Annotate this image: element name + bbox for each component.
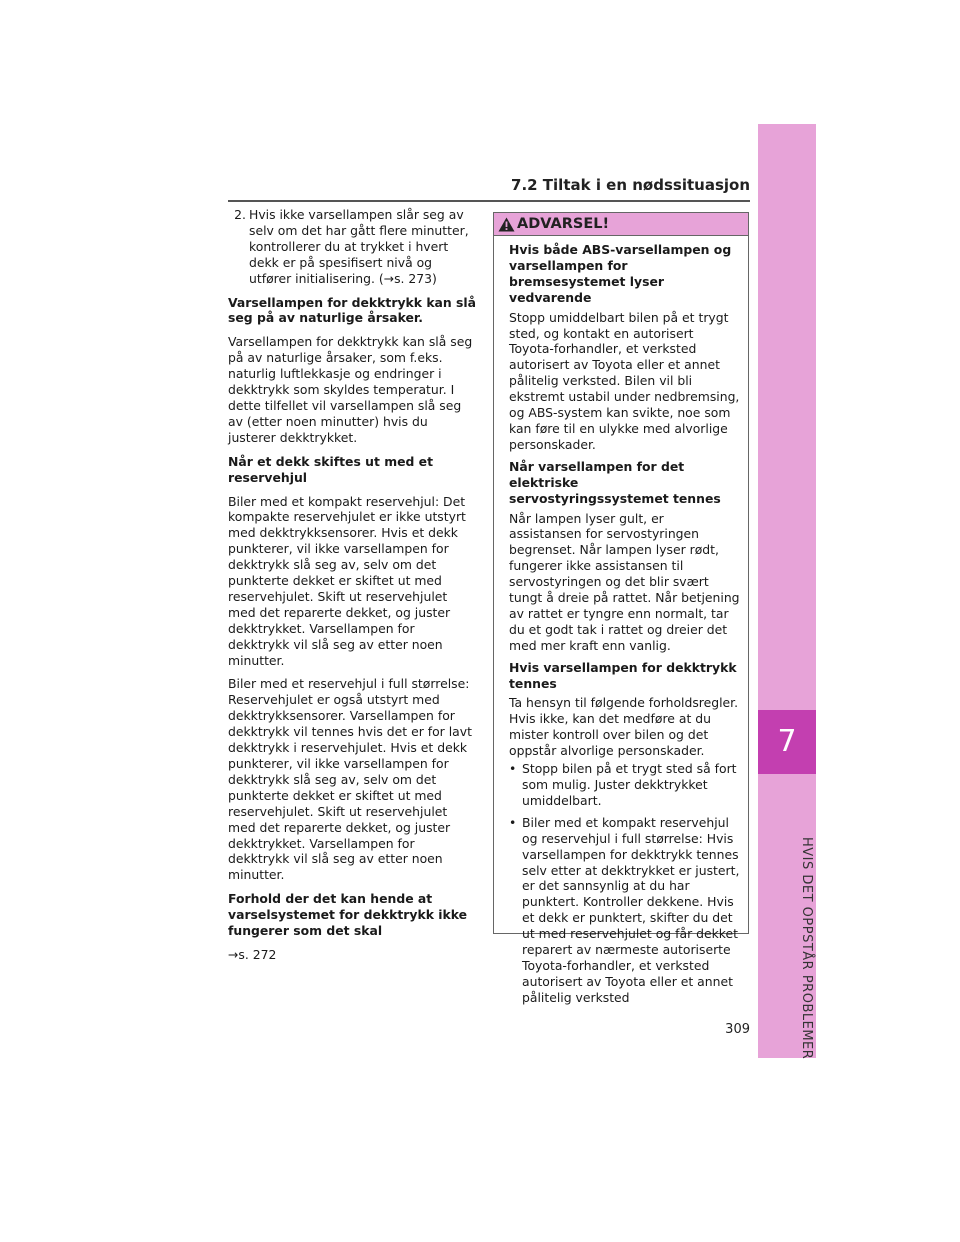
chapter-label: HVIS DET OPPSTÅR PROBLEMER — [799, 836, 814, 1060]
bullet-icon: • — [509, 814, 517, 830]
warning-heading-tire-pressure: Hvis varsellampen for dekktrykk tennes — [509, 659, 737, 691]
warning-header — [494, 213, 748, 236]
warning-paragraph-tire-pressure: Ta hensyn til følgende forholdsregler. Hvis ikke, kan det medføre at du mister kontroll over bilen og det oppstår alvorlige personskader. — [509, 695, 739, 759]
warning-box — [493, 212, 749, 1005]
heading-natural-causes: Varsellampen for dekktrykk kan slå seg på av naturlige årsaker. — [228, 294, 477, 326]
paragraph-natural-causes: Varsellampen for dekktrykk kan slå seg på av naturlige årsaker, som f.eks. naturlig luftlekkasje og endringer i dekktrykk som skyldes temperatur. I dette tilfellet vil varsellampen slå seg av (etter noen minutter) hvis du justerer dekktrykket. — [228, 334, 473, 445]
section-title: 7.2 Tiltak i en nødssituasjon — [511, 176, 750, 194]
list-item — [509, 815, 740, 1006]
heading-system-conditions: Forhold der det kan hende at varselsystemet for dekktrykk ikke fungerer som det skal — [228, 891, 468, 939]
bullet-text: Biler med et kompakt reservehjul og reservehjul i full størrelse: Hvis varsellampen for dekktrykk tennes selv etter at dekktrykket er justert, er det sannsynlig at du har punktert. Kontroller dekkene. Hvis et dekk er punktert, skifter du det ut med reservehjulet og får dekket reparert av nærmeste autoriserte Toyota-forhandler, et verksted autorisert av Toyota eller et annet pålitelig verksted — [522, 814, 740, 1005]
paragraph-full-size-spare: Biler med et reservehjul i full størrelse: Reservehjulet er også utstyrt med dekktrykksensorer. Varsellampen for dekktrykk vil tennes hvis det er for lavt dekktrykk i reservehjulet. Hvis et dekk punkterer, vil ikke varsellampen for dekktrykk slå seg av, selv om det punkterte dekket er skiftet ut med reservehjulet. Skift ut reservehjulet med det reparerte dekket, og juster dekktrykket. Varsellampen for dekktrykk vil slå seg av etter noen minutter. — [228, 676, 472, 883]
warning-paragraph-steering: Når lampen lyser gult, er assistansen for servostyringen begrenset. Når lampen lyser rødt, fungerer ikke assistansen til servostyringen og det blir svært tungt å dreie på rattet. Når betjening av rattet er tyngre enn normalt, tar du et godt tak i rattet og dreier det med mer kraft enn vanlig. — [509, 510, 740, 653]
step-number: 2. — [234, 207, 246, 222]
warning-heading-abs: Hvis både ABS-varsellampen og varsellampen for bremsesystemet lyser vedvarende — [509, 242, 732, 305]
page-number: 309 — [725, 1022, 750, 1037]
warning-title: ADVARSEL! — [517, 216, 610, 232]
chapter-side-tab — [758, 124, 816, 1058]
heading-spare-wheel: Når et dekk skiftes ut med et reservehjul — [228, 453, 434, 485]
bullet-text: Stopp bilen på et trygt sted så fort som mulig. Juster dekktrykket umiddelbart. — [522, 761, 737, 808]
warning-heading-steering: Når varsellampen for det elektriske servostyringssystemet tennes — [509, 458, 721, 506]
step-text: Hvis ikke varsellampen slår seg av selv om det har gått flere minutter, kontrollerer du at trykket i hvert dekk er på spesifisert nivå og utfører initialisering. (→s. 273) — [249, 207, 469, 286]
left-column — [228, 207, 478, 971]
warning-body — [494, 236, 748, 1006]
paragraph-compact-spare: Biler med et kompakt reservehjul: Det kompakte reservehjulet er ikke utstyrt med dekktrykksensorer. Hvis et dekk punkterer, vil ikke varsellampen for dekktrykk slå seg av, selv om det punkterte dekket er skiftet ut med reservehjulet. Skift ut reservehjulet med det reparerte dekket, og juster dekktrykket. Varsellampen for dekktrykk vil slå seg av etter noen minutter. — [228, 493, 466, 668]
warning-paragraph-abs: Stopp umiddelbart bilen på et trygt sted, og kontakt en autorisert Toyota-forhandler, et verksted autorisert av Toyota eller et annet pålitelig verksted. Bilen vil bli ekstremt ustabil under nedbremsing, og ABS-system kan svikte, noe som kan føre til en ulykke med alvorlige personskader. — [509, 309, 740, 452]
list-item — [509, 761, 740, 809]
step-2 — [228, 207, 478, 287]
chapter-number: 7 — [758, 710, 816, 774]
page-reference: →s. 272 — [228, 946, 277, 962]
header-divider — [228, 200, 750, 202]
warning-triangle-icon — [498, 217, 515, 232]
bullet-icon: • — [509, 761, 517, 777]
